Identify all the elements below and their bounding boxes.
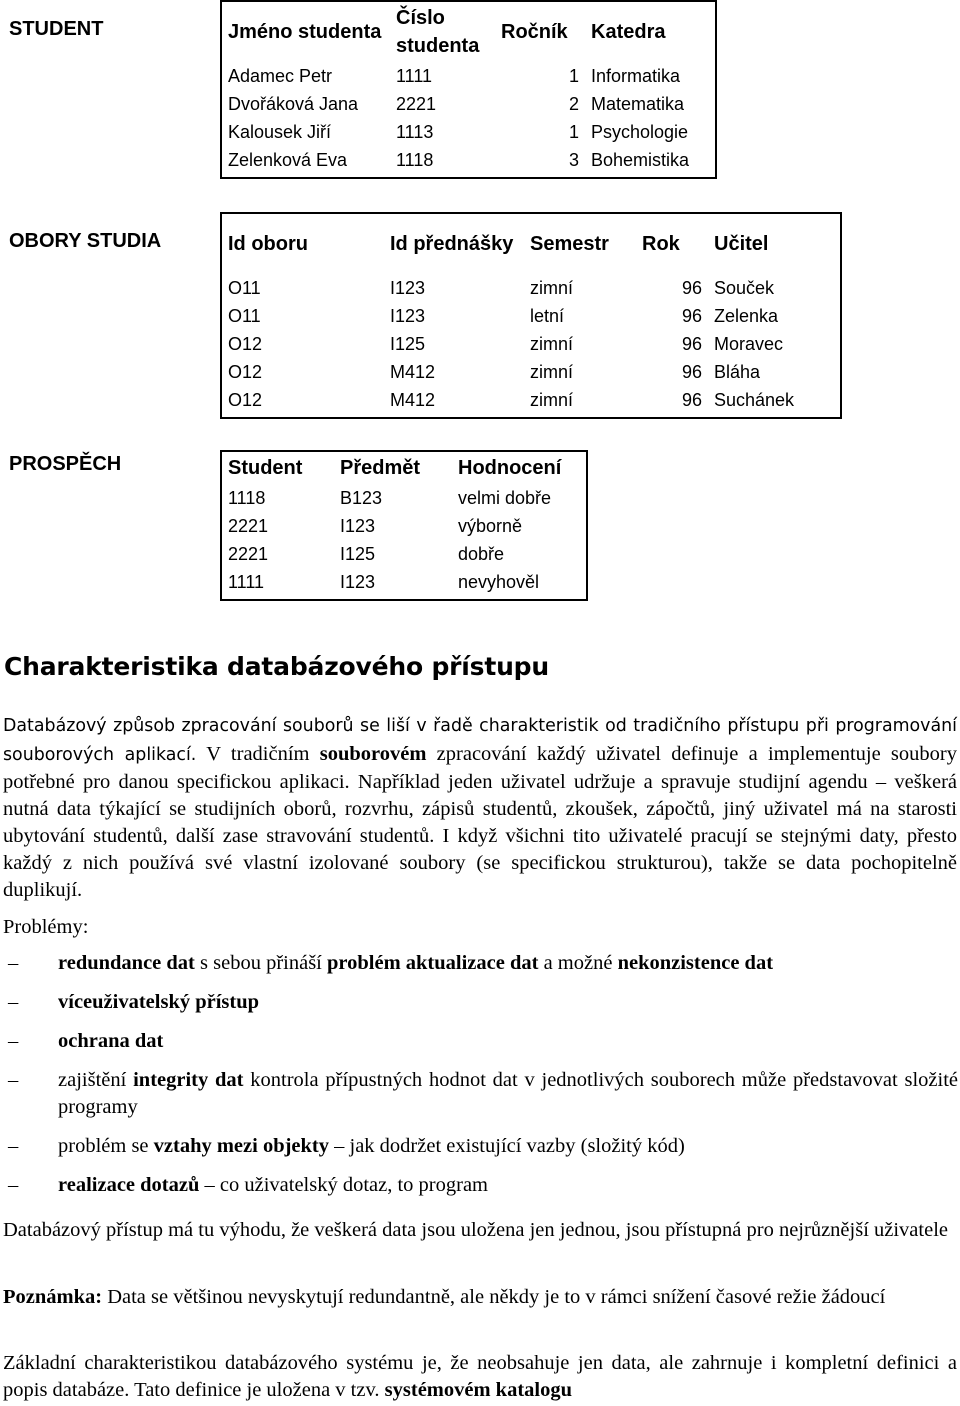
intro-paragraph: [3, 712, 957, 904]
list-item: [0, 950, 958, 977]
dash-bullet: –: [8, 1135, 19, 1157]
table-cell: Zelenková Eva: [228, 150, 348, 170]
table-cell: B123: [340, 488, 383, 508]
table-row: [221, 568, 587, 600]
table-cell: M412: [390, 362, 436, 382]
table-row: [221, 118, 716, 146]
table-cell: O11: [228, 278, 261, 298]
table-label-student: STUDENT: [9, 18, 104, 40]
table-cell: zimní: [530, 390, 574, 410]
table-row: [221, 358, 841, 386]
table-cell: 1111: [228, 572, 265, 592]
item-text: s sebou přináší: [194, 952, 327, 974]
table-cell: 1111: [396, 66, 433, 86]
table-cell: Moravec: [714, 334, 784, 354]
table-cell: Zelenka: [714, 306, 779, 326]
list-item: [0, 1133, 958, 1160]
table-header-row: [221, 451, 587, 484]
table-cell: 1: [568, 122, 579, 142]
table-label-prospech: PROSPĚCH: [9, 453, 122, 475]
table-cell: 96: [681, 390, 702, 410]
table-cell: velmi dobře: [458, 488, 552, 508]
table-cell: 1118: [228, 488, 266, 508]
table-cell: O11: [228, 306, 261, 326]
table-cell: 96: [681, 306, 702, 326]
dash-bullet: –: [8, 952, 19, 974]
table-cell: I123: [340, 516, 376, 536]
intro-text: V tradičním: [196, 742, 320, 765]
item-text: kontrola přípustných hodnot dat v jednotlivých souborech může představovat složité programy: [58, 1069, 959, 1118]
table-cell: Dvořáková Jana: [228, 94, 359, 114]
item-text: – jak dodržet existující vazby (složitý kód): [329, 1135, 685, 1157]
table-cell: Matematika: [591, 94, 685, 114]
dash-bullet: –: [8, 1030, 19, 1052]
table-header-row: [221, 213, 841, 274]
table-row: [221, 62, 716, 90]
column-header: Učitel: [714, 233, 769, 255]
section-heading: Charakteristika databázového přístupu: [4, 652, 549, 681]
student-table: [220, 0, 717, 179]
table-cell: Kalousek Jiří: [228, 122, 332, 142]
table-cell: letní: [530, 306, 565, 326]
table-cell: Bohemistika: [591, 150, 690, 170]
table-cell: nevyhověl: [458, 572, 540, 592]
dash-bullet: –: [8, 1174, 19, 1196]
table-cell: zimní: [530, 278, 574, 298]
column-header: Ročník: [501, 21, 568, 43]
dash-bullet: –: [8, 1069, 19, 1091]
table-row: [221, 146, 716, 178]
table-row: [221, 386, 841, 418]
table-cell: 1118: [396, 150, 434, 170]
list-item: [0, 1172, 958, 1199]
item-bold: vztahy mezi objekty: [153, 1135, 330, 1157]
item-text: a možné: [538, 952, 618, 974]
item-text: – co uživatelský dotaz, to program: [199, 1174, 488, 1196]
table-header-row: [221, 1, 716, 62]
list-item: [0, 1067, 958, 1121]
table-cell: Suchánek: [714, 390, 795, 410]
table-cell: dobře: [458, 544, 505, 564]
column-header: Jméno studenta: [228, 21, 382, 43]
intro-sentence: Databázový způsob zpracování souborů se liší v řadě charakteristik od tradičního přístupu při programování souborových aplikací.: [3, 716, 957, 765]
item-bold: nekonzistence dat: [617, 952, 774, 974]
item-bold: víceuživatelský přístup: [58, 991, 260, 1013]
intro-text: Například jeden uživatel udržuje a spravuje studijní agendu – veškerá nutná data týkající se studijních oborů, rozvrhu, zápisů studentů, zkoušek, zápočtů, jiný uživatel má na starosti ubytování studentů, další zase stravování studentů. I když všichni tito uživatelé pracují se stejnými daty, přesto každý z nich používá své vlastní izolované soubory (se specifickou strukturou), takže se data pochopitelně duplikují.: [3, 771, 957, 901]
column-header: Semestr: [530, 233, 609, 255]
table-cell: 2221: [228, 544, 269, 564]
table-cell: výborně: [458, 516, 523, 536]
table-cell: 96: [681, 362, 702, 382]
problems-list: [0, 950, 958, 1211]
note-text: Data se většinou nevyskytují redundantně, ale někdy je to v rámci snížení časové režie žádoucí: [102, 1286, 886, 1308]
table-cell: 96: [681, 334, 702, 354]
table-cell: 2221: [396, 94, 437, 114]
obory-studia-table: [220, 212, 842, 419]
table-cell: 2221: [228, 516, 269, 536]
table-row: [221, 512, 587, 540]
column-header: Katedra: [591, 21, 666, 43]
dash-bullet: –: [8, 991, 19, 1013]
final-text: Základní charakteristikou databázového systému je, že neobsahuje jen data, ale zahrnuje i kompletní definici a popis databáze. Tato definice je uložena v tzv.: [3, 1352, 957, 1401]
table-label-obory-studia: OBORY STUDIA: [9, 230, 162, 252]
table-cell: I123: [390, 306, 426, 326]
list-item: [0, 989, 958, 1016]
table-cell: zimní: [530, 334, 574, 354]
table-row: [221, 302, 841, 330]
note-label: Poznámka:: [3, 1286, 103, 1308]
column-header: Rok: [642, 233, 680, 255]
column-header: Student: [228, 457, 303, 479]
table-cell: I125: [340, 544, 376, 564]
table-cell: 3: [568, 150, 579, 170]
item-bold: ochrana dat: [58, 1030, 164, 1052]
table-cell: 96: [681, 278, 702, 298]
item-bold: problém aktualizace dat: [327, 952, 539, 974]
table-cell: O12: [228, 362, 263, 382]
table-cell: O12: [228, 390, 263, 410]
prospech-table: [220, 450, 588, 601]
column-header: Id oboru: [228, 233, 308, 255]
table-row: [221, 540, 587, 568]
table-cell: I125: [390, 334, 426, 354]
table-cell: I123: [340, 572, 376, 592]
problems-label: Problémy:: [3, 916, 89, 938]
intro-text: zpracování každý uživatel definuje a implementuje soubory potřebné pro danou specifickou aplikaci.: [3, 742, 957, 793]
table-cell: Bláha: [714, 362, 761, 382]
column-header: Hodnocení: [458, 457, 562, 479]
item-text: problém se: [58, 1135, 154, 1157]
table-row: [221, 484, 587, 512]
list-item: [0, 1028, 958, 1055]
final-paragraph: [3, 1350, 957, 1404]
table-cell: I123: [390, 278, 426, 298]
note-paragraph: [3, 1284, 957, 1311]
item-bold: realizace dotazů: [58, 1174, 200, 1196]
column-header: Předmět: [340, 457, 421, 479]
column-header: Id přednášky: [390, 233, 514, 255]
table-cell: Adamec Petr: [228, 66, 333, 86]
item-text: zajištění: [58, 1069, 134, 1091]
column-header: Číslo studenta: [396, 7, 480, 57]
item-bold: integrity dat: [133, 1069, 244, 1091]
table-row: [221, 274, 841, 302]
table-cell: Psychologie: [591, 122, 689, 142]
final-bold: systémovém katalogu: [384, 1379, 572, 1401]
intro-bold: souborovém: [319, 742, 427, 765]
item-bold: redundance dat: [58, 952, 195, 974]
table-row: [221, 90, 716, 118]
table-cell: 2: [568, 94, 579, 114]
table-cell: M412: [390, 390, 436, 410]
table-cell: Informatika: [591, 66, 681, 86]
table-cell: Souček: [714, 278, 775, 298]
table-row: [221, 330, 841, 358]
table-cell: 1113: [396, 122, 434, 142]
table-cell: zimní: [530, 362, 574, 382]
table-cell: O12: [228, 334, 263, 354]
table-cell: 1: [568, 66, 579, 86]
access-paragraph: Databázový přístup má tu výhodu, že veškerá data jsou uložena jen jednou, jsou přístupná pro nejrůznější uživatele: [3, 1219, 948, 1241]
